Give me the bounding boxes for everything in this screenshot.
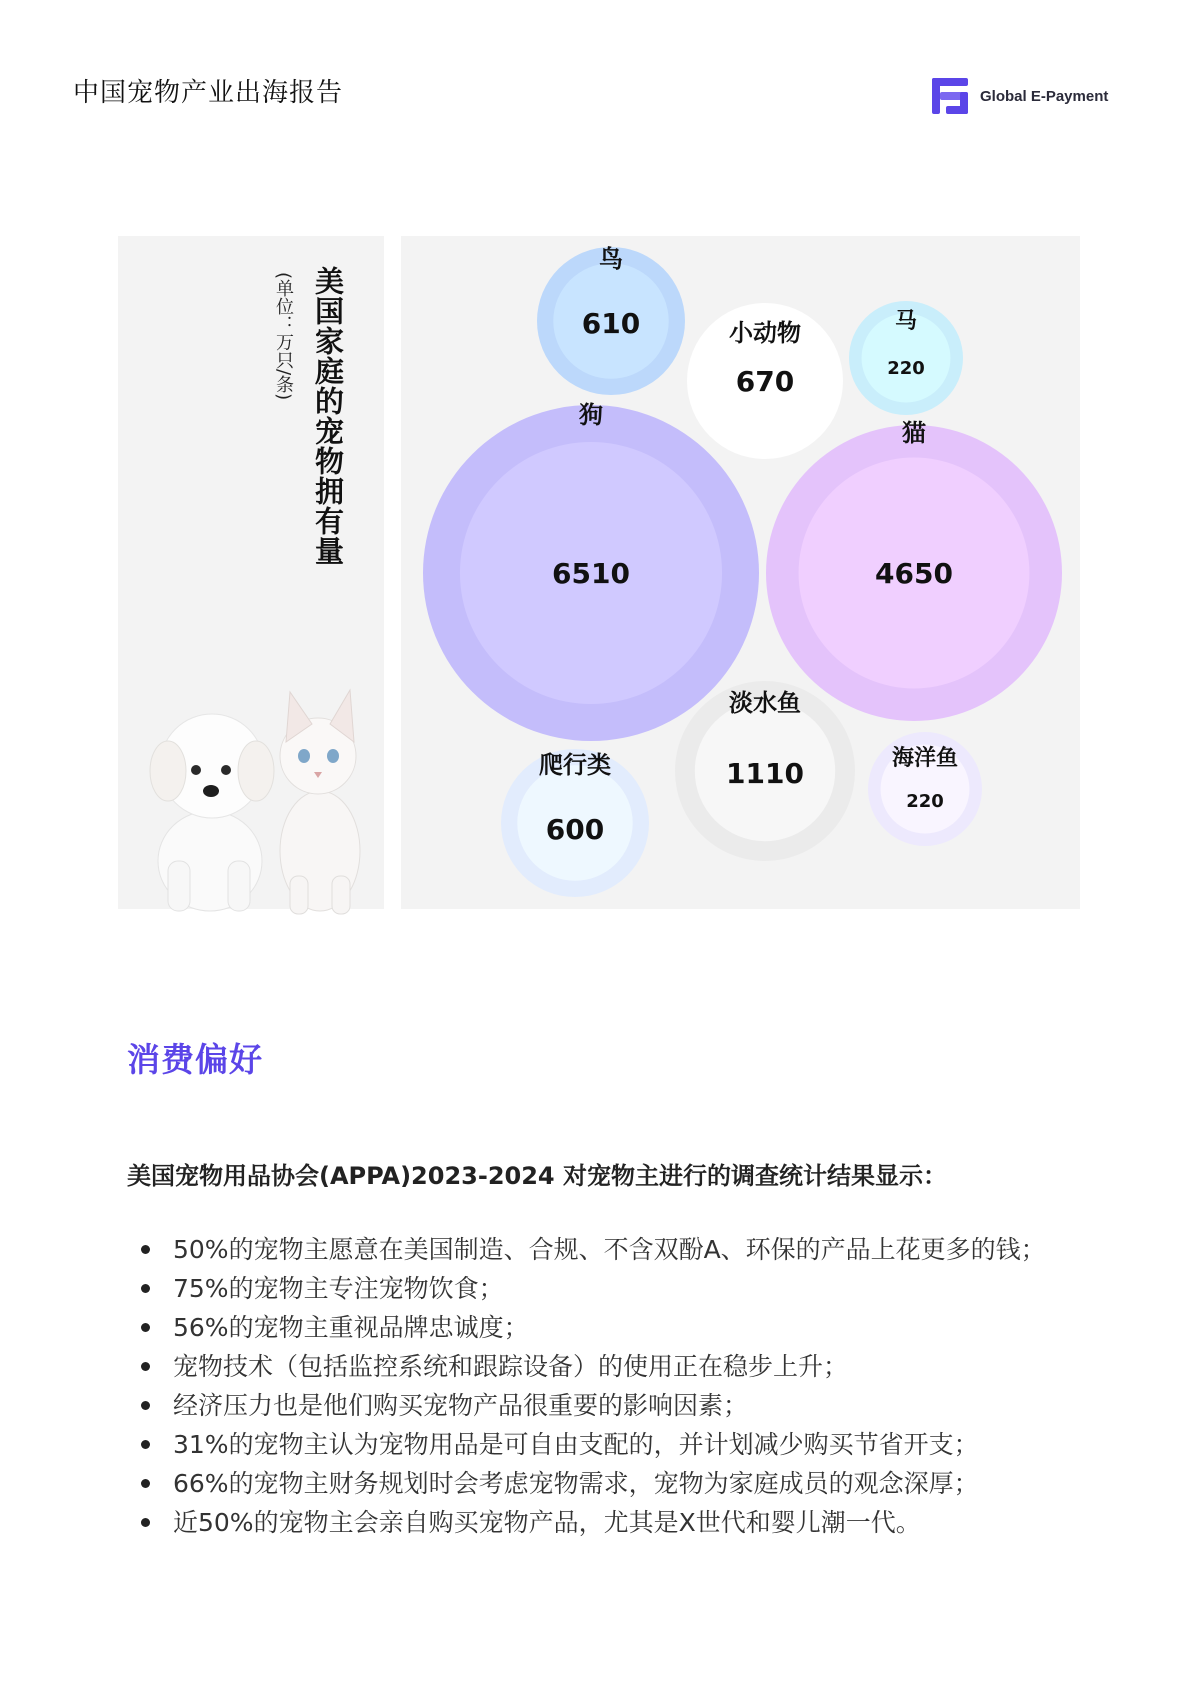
- bubble-label: 狗: [579, 401, 603, 429]
- bubble-label: 猫: [902, 419, 926, 447]
- bubble-value: 600: [545, 813, 605, 846]
- bubble: [849, 301, 963, 415]
- bubble: [766, 419, 1062, 721]
- list-item: 75%的宠物主专注宠物饮食；: [127, 1269, 1087, 1308]
- puppy-and-kitten-photo: [140, 646, 380, 916]
- list-item: 66%的宠物主财务规划时会考虑宠物需求，宠物为家庭成员的观念深厚；: [127, 1464, 1087, 1503]
- bubble: [675, 681, 855, 861]
- list-item: 31%的宠物主认为宠物用品是可自由支配的，并计划减少购买节省开支；: [127, 1425, 1087, 1464]
- list-item: 50%的宠物主愿意在美国制造、合规、不含双酚A、环保的产品上花更多的钱；: [127, 1230, 1087, 1269]
- bubble: [687, 303, 843, 459]
- section-title: 消费偏好: [127, 1040, 263, 1079]
- chart-unit: (单位：万只/条): [273, 272, 294, 401]
- bubble-value: 220: [887, 358, 925, 379]
- brand: [930, 76, 1108, 116]
- bubble: [501, 749, 649, 897]
- bubble-value: 6510: [552, 557, 630, 590]
- list-item: 近50%的宠物主会亲自购买宠物产品，尤其是X世代和婴儿潮一代。: [127, 1503, 1087, 1542]
- bubble-value: 610: [581, 307, 641, 340]
- bubble-value: 1110: [726, 757, 804, 790]
- report-title: 中国宠物产业出海报告: [73, 78, 344, 108]
- list-item: 56%的宠物主重视品牌忠诚度；: [127, 1308, 1087, 1347]
- bubble-chart: [401, 236, 1080, 909]
- list-item: 经济压力也是他们购买宠物产品很重要的影响因素；: [127, 1386, 1087, 1425]
- preference-list: [127, 1230, 1087, 1542]
- bubble-value: 220: [906, 791, 944, 812]
- bubble-chart-canvas: [401, 236, 1080, 909]
- chart-title: 美国家庭的宠物拥有量: [311, 266, 345, 566]
- bubble-label: 淡水鱼: [729, 689, 801, 717]
- bubble-value: 4650: [875, 557, 953, 590]
- bubble-label: 鸟: [599, 245, 623, 273]
- chart-side-panel: [118, 236, 384, 909]
- list-item: 宠物技术（包括监控系统和跟踪设备）的使用正在稳步上升；: [127, 1347, 1087, 1386]
- section-intro: 美国宠物用品协会(APPA)2023-2024 对宠物主进行的调查统计结果显示：: [127, 1162, 947, 1190]
- bubble: [868, 732, 982, 846]
- bubble: [423, 401, 759, 741]
- bubble-value: 670: [735, 365, 795, 398]
- brand-name: Global E-Payment: [980, 87, 1109, 105]
- bubble: [537, 245, 685, 395]
- brand-logo-icon: [930, 76, 970, 116]
- bubble-label: 爬行类: [539, 751, 611, 779]
- bubble-label: 马: [894, 309, 918, 334]
- bubble-label: 海洋鱼: [891, 746, 959, 771]
- bubble-label: 小动物: [729, 319, 801, 347]
